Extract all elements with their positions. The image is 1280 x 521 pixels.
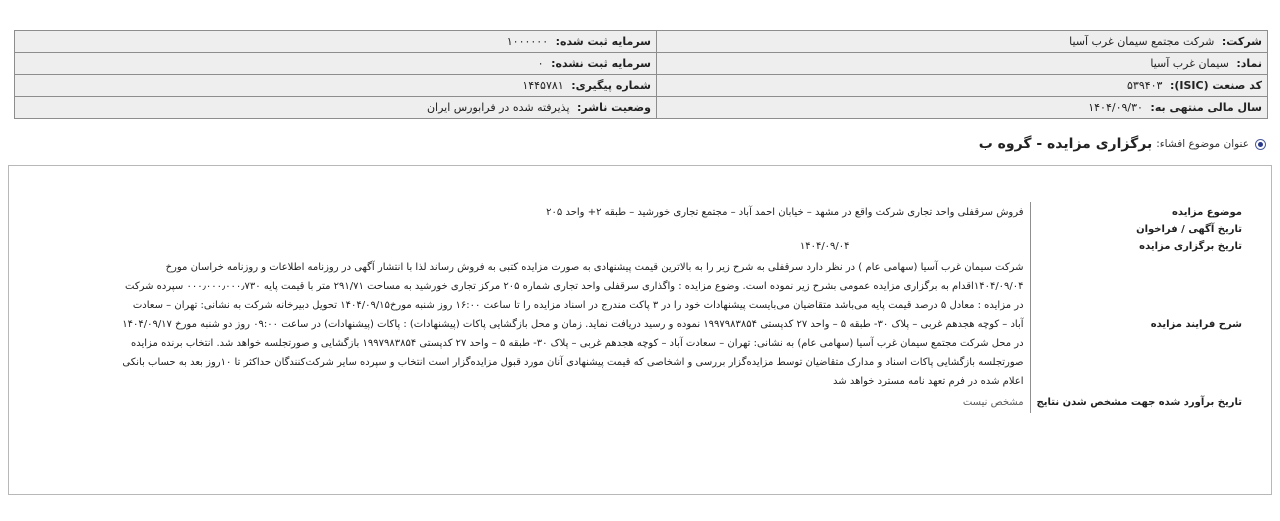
symbol-value: سیمان غرب آسیا	[1150, 57, 1229, 70]
company-info-table	[14, 30, 1268, 119]
unregistered-capital-label: سرمایه ثبت نشده:	[551, 57, 651, 70]
registered-capital-label: سرمایه ثبت شده:	[555, 35, 651, 48]
isic-cell	[657, 75, 1268, 97]
auction-details	[122, 202, 1242, 413]
detail-row	[122, 223, 1242, 236]
info-row	[15, 97, 1268, 119]
unregistered-capital-value: ۰	[537, 57, 544, 70]
detail-row	[122, 257, 1242, 392]
publisher-status-label: وضعیت ناشر:	[577, 101, 651, 114]
detail-key: شرح فرایند مزایده	[1030, 257, 1242, 392]
detail-row	[122, 236, 1242, 257]
tracking-number-value: ۱۴۴۵۷۸۱	[522, 79, 564, 92]
info-row	[15, 53, 1268, 75]
detail-value: مشخص نیست	[962, 397, 1024, 408]
detail-row	[122, 202, 1242, 223]
publisher-status-value: پذیرفته شده در فرابورس ایران	[426, 101, 570, 114]
company-cell	[657, 31, 1268, 53]
detail-key: تاریخ آگهی / فراخوان	[1030, 223, 1242, 236]
fiscal-year-label: سال مالی منتهی به:	[1150, 101, 1262, 114]
isic-value: ۵۳۹۴۰۳	[1127, 79, 1163, 92]
subject-title: برگزاری مزایده - گروه ب	[978, 136, 1153, 152]
registered-capital-value: ۱۰۰۰۰۰۰	[506, 35, 549, 48]
symbol-label: نماد:	[1236, 57, 1262, 70]
detail-value: فروش سرقفلی واحد تجاری شرکت واقع در مشهد – خیابان احمد آباد – مجتمع تجاری خورشید – طبقه ۲+ واحد ۲۰۵	[546, 207, 1024, 218]
symbol-cell	[657, 53, 1268, 75]
info-row	[15, 31, 1268, 53]
detail-key: موضوع مزایده	[1030, 202, 1242, 223]
detail-key: تاریخ برگزاری مزایده	[1030, 236, 1242, 257]
detail-key: تاریخ برآورد شده جهت مشخص شدن نتایج	[1030, 392, 1242, 413]
registered-capital-cell	[15, 31, 657, 53]
detail-row	[122, 392, 1242, 413]
detail-value: شرکت سیمان غرب آسیا (سهامی عام ) در نظر دارد سرقفلی به شرح زیر را به بالاترین قیمت پیشنهادی به صورت مزایده کتبی به فروش رساند لذا با انتشار آگهی در روزنامه اطلاعات و روزنامه خراسان مورخ ۱۴۰۴/۰۹/۰۴اقدام به برگزاری مزایده عمومی بشرح زیر نموده است. وضوع مزایده : واگذاری سرقفلی واحد تجاری شماره ۲۰۵ مرکز تجاری خورشید به مساحت ۲۹۱/۷۱ متر با قیمت پایه ۰۰۰٫۰۰۰٫۰۰۰٫۷۳۰ سپرده شرکت در مزایده : معادل ۵ درصد قیمت پایه می‌باشد متقاضیان می‌بایست پیشنهادات خود را در ۳ پاکت مندرج در اسناد مزایده را تا ساعت ۱۶:۰۰ روز شنبه مورخ۱۴۰۴/۰۹/۱۵ تحویل دبیرخانه شرکت به نشانی: تهران – سعادت آباد – کوچه هجدهم غربی – پلاک ۳۰- طبقه ۵ – واحد ۲۷ کدپستی ۱۹۹۷۹۸۳۸۵۴ نموده و رسید دریافت نماید. زمان و محل بازگشایی پاکات (پیشنهادات) : پاکات (پیشنهادات) در ساعت ۰۹:۰۰ روز دو شنبه مورخ ۱۴۰۴/۰۹/۱۷ در محل شرکت مجتمع سیمان غرب آسیا (سهامی عام) به نشانی: تهران – سعادت آباد – کوچه هجدهم غربی – پلاک ۳۰- طبقه ۵ – واحد ۲۷ کدپستی ۱۹۹۷۹۸۳۸۵۴ بازگشایی و صورتجلسه خواهد شد. انتخاب برنده مزایده صورتجلسه بازگشایی پاکات اسناد و مدارک متقاضیان توسط مزایده‌گزار بررسی و اشخاصی که قیمت پیشنهادی آنان مورد قبول مزایده‌گزار است انتخاب و سپرده سایر شرکت‌کنندگان حداکثر تا ۱۰روز بعد به حساب بانکی اعلام شده در فرم تعهد نامه مسترد خواهد شد	[122, 262, 1024, 387]
company-label: شرکت:	[1221, 35, 1262, 48]
detail-value: ۱۴۰۴/۰۹/۰۴	[799, 241, 850, 252]
tracking-number-label: شماره پیگیری:	[571, 79, 651, 92]
fiscal-year-cell	[657, 97, 1268, 119]
company-value: شرکت مجتمع سیمان غرب آسیا	[1069, 35, 1215, 48]
publisher-status-cell	[15, 97, 657, 119]
radio-bullet-icon	[1255, 139, 1266, 150]
isic-label: کد صنعت (ISIC):	[1169, 79, 1262, 92]
tracking-number-cell	[15, 75, 657, 97]
info-row	[15, 75, 1268, 97]
fiscal-year-value: ۱۴۰۴/۰۹/۳۰	[1088, 101, 1143, 114]
disclosure-subject	[979, 134, 1266, 154]
unregistered-capital-cell	[15, 53, 657, 75]
detail-value	[122, 223, 1030, 236]
subject-prefix: عنوان موضوع افشاء:	[1156, 138, 1249, 150]
